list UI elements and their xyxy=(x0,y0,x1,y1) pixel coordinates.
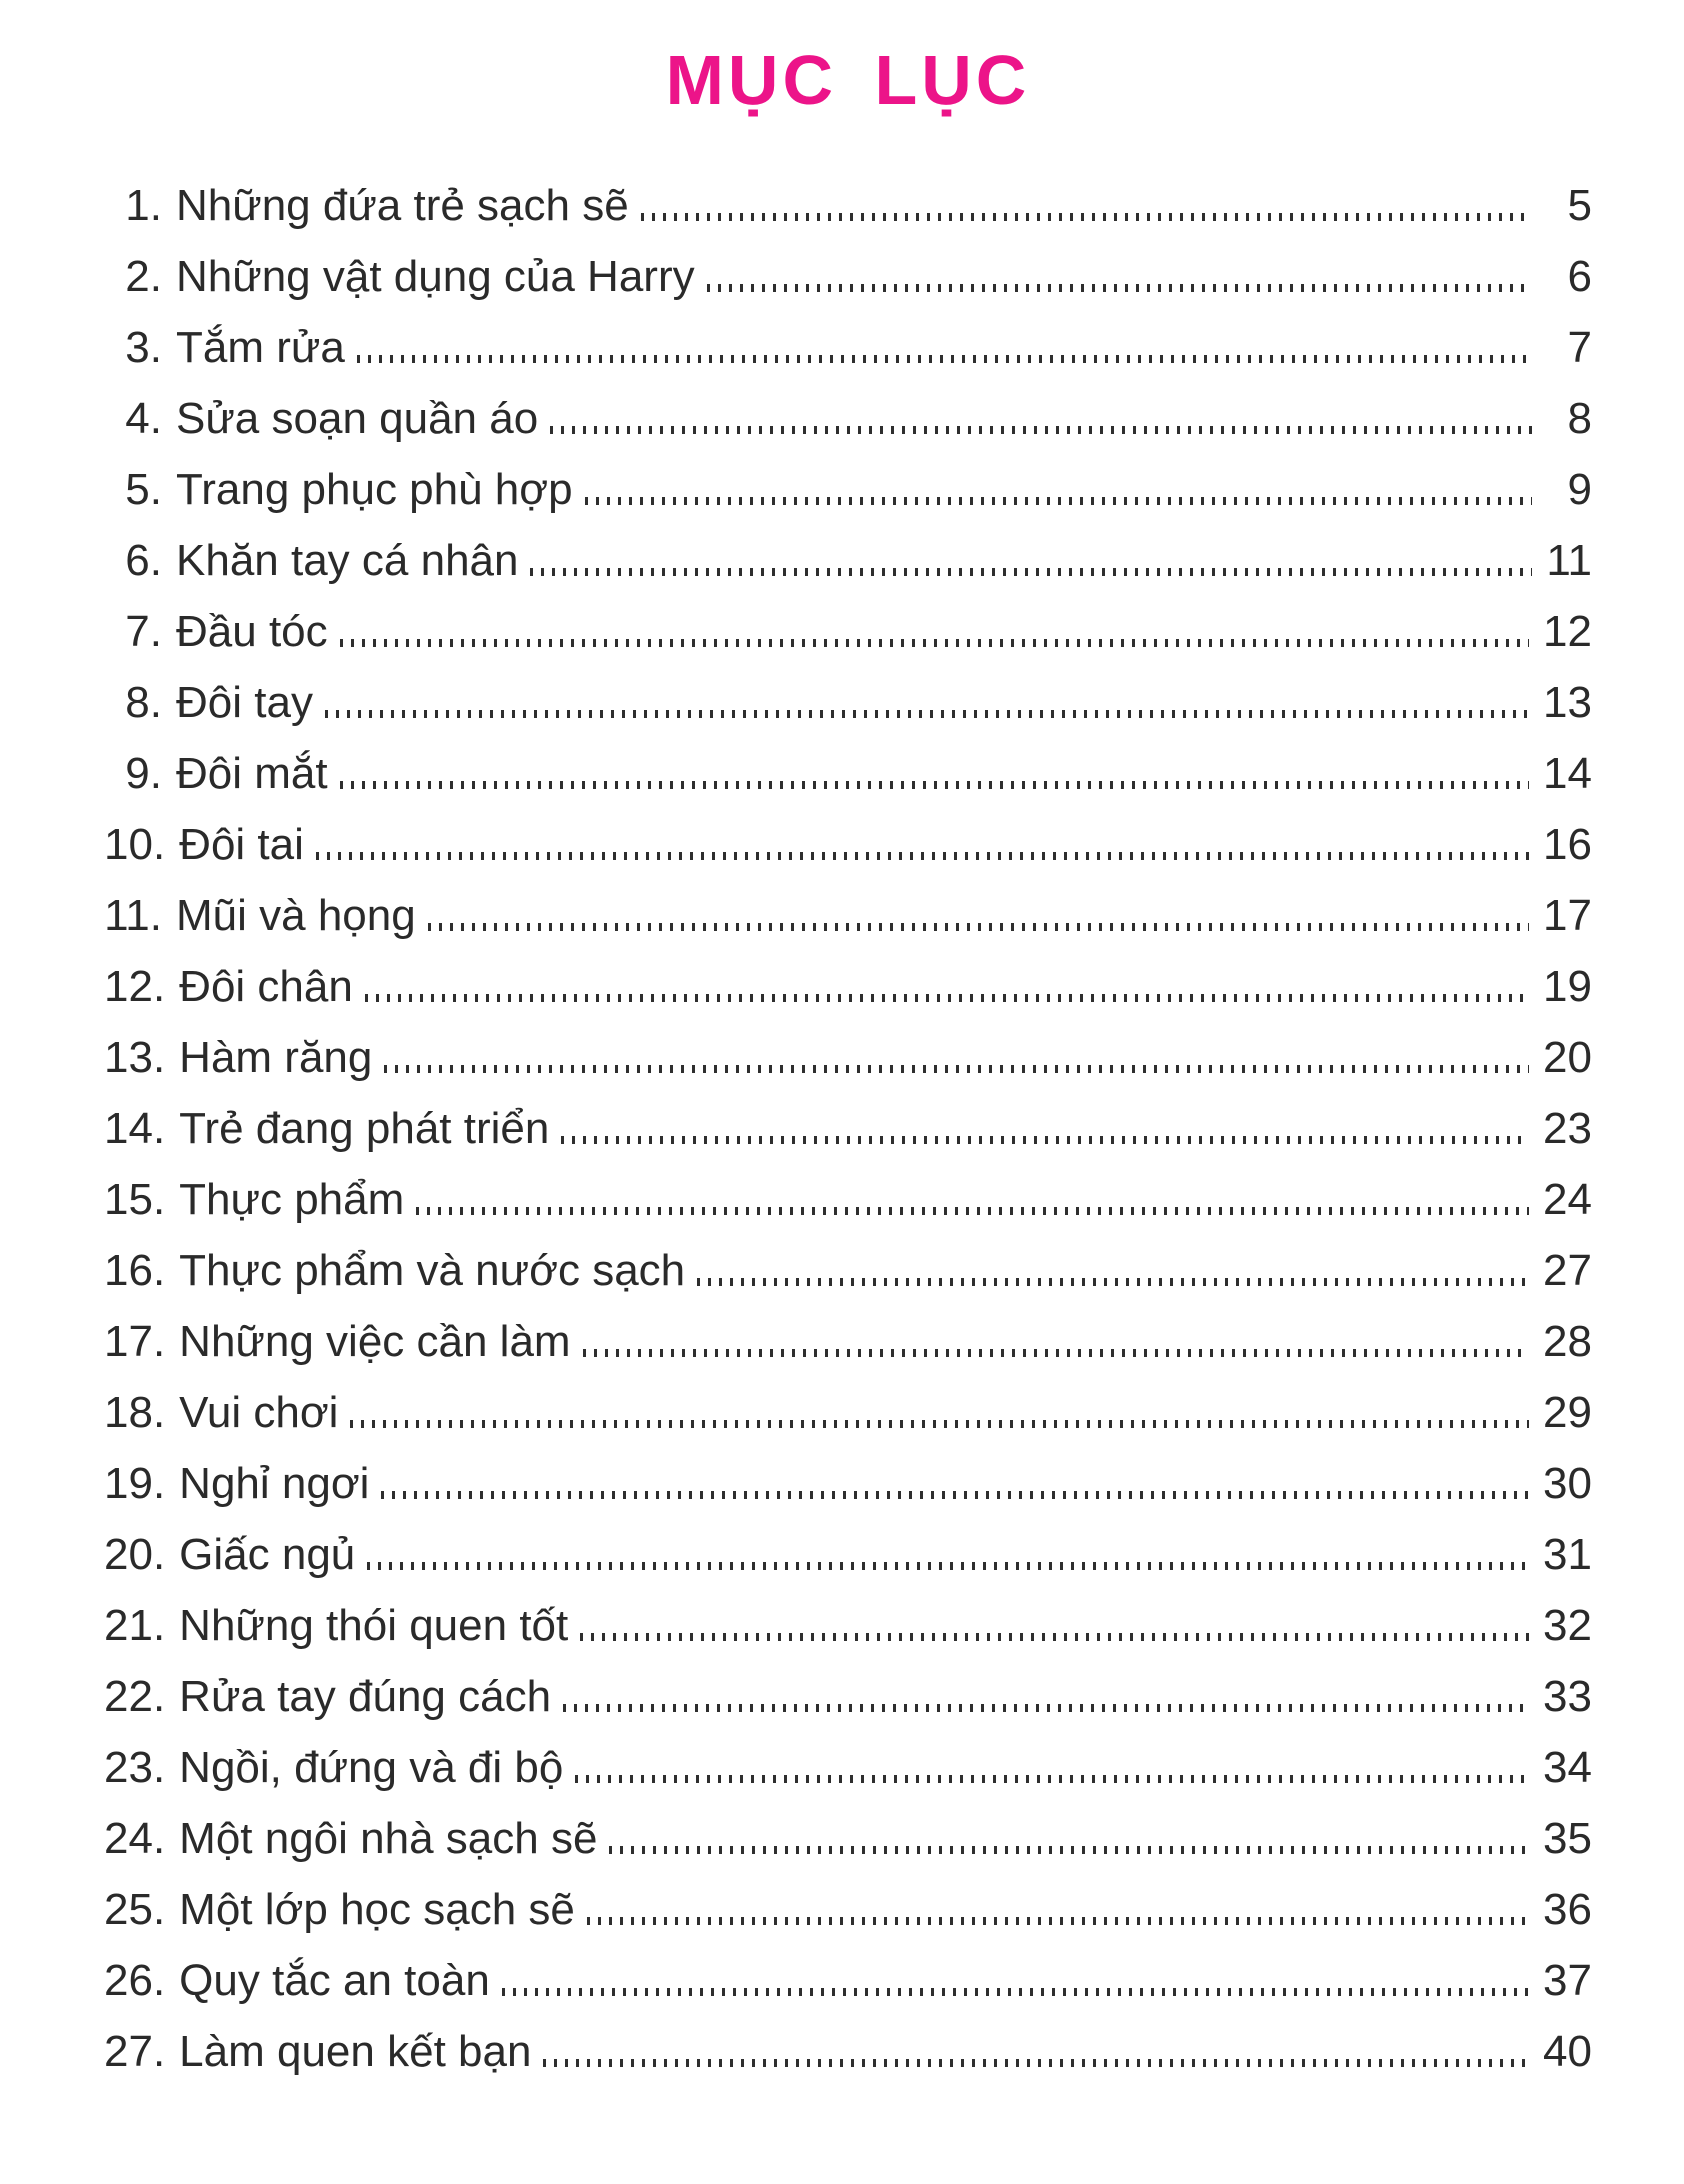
toc-entry-title: Tắm rửa xyxy=(176,323,345,373)
toc-entry-page-number: 12 xyxy=(1543,607,1592,657)
dotted-leader xyxy=(609,1845,1529,1854)
dotted-leader xyxy=(587,1916,1529,1925)
toc-entry xyxy=(104,1013,1592,1084)
dotted-leader xyxy=(340,780,1529,789)
toc-entry-title: Đôi mắt xyxy=(176,749,328,799)
dotted-leader xyxy=(340,638,1529,647)
toc-entry-title: Khăn tay cá nhân xyxy=(176,536,519,586)
toc-entry-number: 21. xyxy=(104,1601,166,1651)
toc-entry xyxy=(104,942,1592,1013)
toc-entry xyxy=(104,1510,1592,1581)
toc-entry-title: Giấc ngủ xyxy=(179,1530,356,1580)
toc-entry-page-number: 5 xyxy=(1567,181,1592,231)
toc-entry-number: 5. xyxy=(125,465,162,515)
toc-entry xyxy=(104,1084,1592,1155)
toc-entry xyxy=(104,1368,1592,1439)
toc-entry xyxy=(104,1865,1592,1936)
toc-entry-page-number: 13 xyxy=(1543,678,1592,728)
toc-entry-number: 11. xyxy=(104,891,162,941)
dotted-leader xyxy=(641,212,1532,221)
toc-entry-number: 7. xyxy=(125,607,162,657)
toc-entry-title: Mũi và họng xyxy=(176,891,416,941)
toc-entry-title: Làm quen kết bạn xyxy=(179,2027,532,2077)
toc-entry-number: 23. xyxy=(104,1743,166,1793)
dotted-leader xyxy=(575,1774,1529,1783)
toc-entry-page-number: 11 xyxy=(1546,536,1592,586)
toc-entry-number: 19. xyxy=(104,1459,166,1509)
toc-entry-number: 20. xyxy=(104,1530,166,1580)
toc-entry-title: Đầu tóc xyxy=(176,607,328,657)
toc-entry-number: 1. xyxy=(125,181,162,231)
toc-entry-page-number: 30 xyxy=(1543,1459,1592,1509)
toc-entry-number: 15. xyxy=(104,1175,166,1225)
toc-entry-title: Vui chơi xyxy=(179,1388,339,1438)
toc-entry xyxy=(104,1794,1592,1865)
toc-entry-page-number: 17 xyxy=(1543,891,1592,941)
toc-entry xyxy=(104,729,1592,800)
toc-entry-title: Những đứa trẻ sạch sẽ xyxy=(176,181,629,231)
toc-entry-page-number: 24 xyxy=(1543,1175,1592,1225)
dotted-leader xyxy=(543,2058,1529,2067)
toc-entry-title: Quy tắc an toàn xyxy=(179,1956,490,2006)
toc-entry-number: 16. xyxy=(104,1246,166,1296)
toc-entry xyxy=(104,2007,1592,2078)
dotted-leader xyxy=(583,1348,1529,1357)
toc-entry xyxy=(104,232,1592,303)
dotted-leader xyxy=(707,283,1532,292)
toc-entry-page-number: 28 xyxy=(1543,1317,1592,1367)
toc-entry-number: 18. xyxy=(104,1388,166,1438)
toc-entry xyxy=(104,1439,1592,1510)
toc-entry-page-number: 35 xyxy=(1543,1814,1592,1864)
toc-entry-title: Nghỉ ngơi xyxy=(179,1459,370,1509)
dotted-leader xyxy=(357,354,1532,363)
dotted-leader xyxy=(416,1206,1529,1215)
toc-entry-number: 3. xyxy=(125,323,162,373)
toc-entry xyxy=(104,1226,1592,1297)
toc-list xyxy=(104,161,1592,2078)
toc-entry-page-number: 6 xyxy=(1567,252,1592,302)
toc-entry-number: 14. xyxy=(104,1104,166,1154)
dotted-leader xyxy=(428,922,1529,931)
toc-entry-page-number: 29 xyxy=(1543,1388,1592,1438)
dotted-leader xyxy=(316,851,1529,860)
toc-entry-number: 8. xyxy=(125,678,162,728)
dotted-leader xyxy=(367,1561,1529,1570)
toc-entry-page-number: 34 xyxy=(1543,1743,1592,1793)
toc-entry xyxy=(104,303,1592,374)
toc-entry-number: 2. xyxy=(125,252,162,302)
toc-entry-page-number: 31 xyxy=(1543,1530,1592,1580)
toc-entry-number: 6. xyxy=(125,536,162,586)
toc-entry-title: Những vật dụng của Harry xyxy=(176,252,695,302)
toc-entry xyxy=(104,871,1592,942)
toc-entry-number: 9. xyxy=(125,749,162,799)
toc-entry-title: Trẻ đang phát triển xyxy=(179,1104,550,1154)
toc-entry-page-number: 14 xyxy=(1543,749,1592,799)
dotted-leader xyxy=(530,567,1532,576)
toc-entry xyxy=(104,161,1592,232)
dotted-leader xyxy=(561,1135,1529,1144)
toc-entry-page-number: 7 xyxy=(1567,323,1592,373)
toc-entry-page-number: 23 xyxy=(1543,1104,1592,1154)
toc-entry-number: 24. xyxy=(104,1814,166,1864)
toc-entry-number: 10. xyxy=(104,820,166,870)
toc-entry xyxy=(104,1155,1592,1226)
toc-entry xyxy=(104,1652,1592,1723)
dotted-leader xyxy=(697,1277,1529,1286)
toc-entry-number: 4. xyxy=(125,394,162,444)
toc-entry-title: Một lớp học sạch sẽ xyxy=(179,1885,575,1935)
toc-entry-number: 27. xyxy=(104,2027,166,2077)
toc-entry-page-number: 9 xyxy=(1567,465,1592,515)
toc-entry-title: Sửa soạn quần áo xyxy=(176,394,539,444)
toc-entry-title: Trang phục phù hợp xyxy=(176,465,573,515)
toc-entry-number: 13. xyxy=(104,1033,166,1083)
dotted-leader xyxy=(325,709,1529,718)
toc-entry xyxy=(104,587,1592,658)
toc-entry-page-number: 8 xyxy=(1567,394,1592,444)
toc-entry-title: Một ngôi nhà sạch sẽ xyxy=(179,1814,598,1864)
toc-entry-title: Ngồi, đứng và đi bộ xyxy=(179,1743,564,1793)
toc-entry-page-number: 40 xyxy=(1543,2027,1592,2077)
toc-entry xyxy=(104,800,1592,871)
toc-entry-title: Rửa tay đúng cách xyxy=(179,1672,552,1722)
toc-entry-page-number: 20 xyxy=(1543,1033,1592,1083)
dotted-leader xyxy=(550,425,1532,434)
toc-entry xyxy=(104,445,1592,516)
toc-entry xyxy=(104,1297,1592,1368)
dotted-leader xyxy=(384,1064,1529,1073)
toc-entry-page-number: 36 xyxy=(1543,1885,1592,1935)
toc-entry-title: Thực phẩm xyxy=(179,1175,405,1225)
toc-entry xyxy=(104,658,1592,729)
dotted-leader xyxy=(381,1490,1529,1499)
toc-entry-number: 22. xyxy=(104,1672,166,1722)
dotted-leader xyxy=(585,496,1532,505)
toc-entry-number: 12. xyxy=(104,962,166,1012)
toc-entry-page-number: 16 xyxy=(1543,820,1592,870)
toc-entry-title: Những thói quen tốt xyxy=(179,1601,569,1651)
toc-entry-page-number: 33 xyxy=(1543,1672,1592,1722)
page-title: MỤC LỤC xyxy=(665,41,1031,119)
toc-entry-title: Đôi tai xyxy=(179,820,304,870)
dotted-leader xyxy=(502,1987,1529,1996)
toc-entry xyxy=(104,374,1592,445)
toc-entry xyxy=(104,516,1592,587)
toc-entry-title: Thực phẩm và nước sạch xyxy=(179,1246,686,1296)
toc-entry-number: 17. xyxy=(104,1317,166,1367)
toc-entry-title: Những việc cần làm xyxy=(179,1317,571,1367)
dotted-leader xyxy=(580,1632,1529,1641)
toc-entry xyxy=(104,1723,1592,1794)
toc-entry-page-number: 32 xyxy=(1543,1601,1592,1651)
dotted-leader xyxy=(365,993,1529,1002)
toc-entry-number: 26. xyxy=(104,1956,166,2006)
toc-entry-page-number: 27 xyxy=(1543,1246,1592,1296)
toc-entry-number: 25. xyxy=(104,1885,166,1935)
toc-entry-title: Đôi chân xyxy=(179,962,353,1012)
toc-entry xyxy=(104,1936,1592,2007)
toc-entry xyxy=(104,1581,1592,1652)
toc-entry-page-number: 37 xyxy=(1543,1956,1592,2006)
dotted-leader xyxy=(563,1703,1529,1712)
toc-entry-title: Hàm răng xyxy=(179,1033,373,1083)
toc-entry-title: Đôi tay xyxy=(176,678,313,728)
toc-entry-page-number: 19 xyxy=(1543,962,1592,1012)
dotted-leader xyxy=(350,1419,1529,1428)
